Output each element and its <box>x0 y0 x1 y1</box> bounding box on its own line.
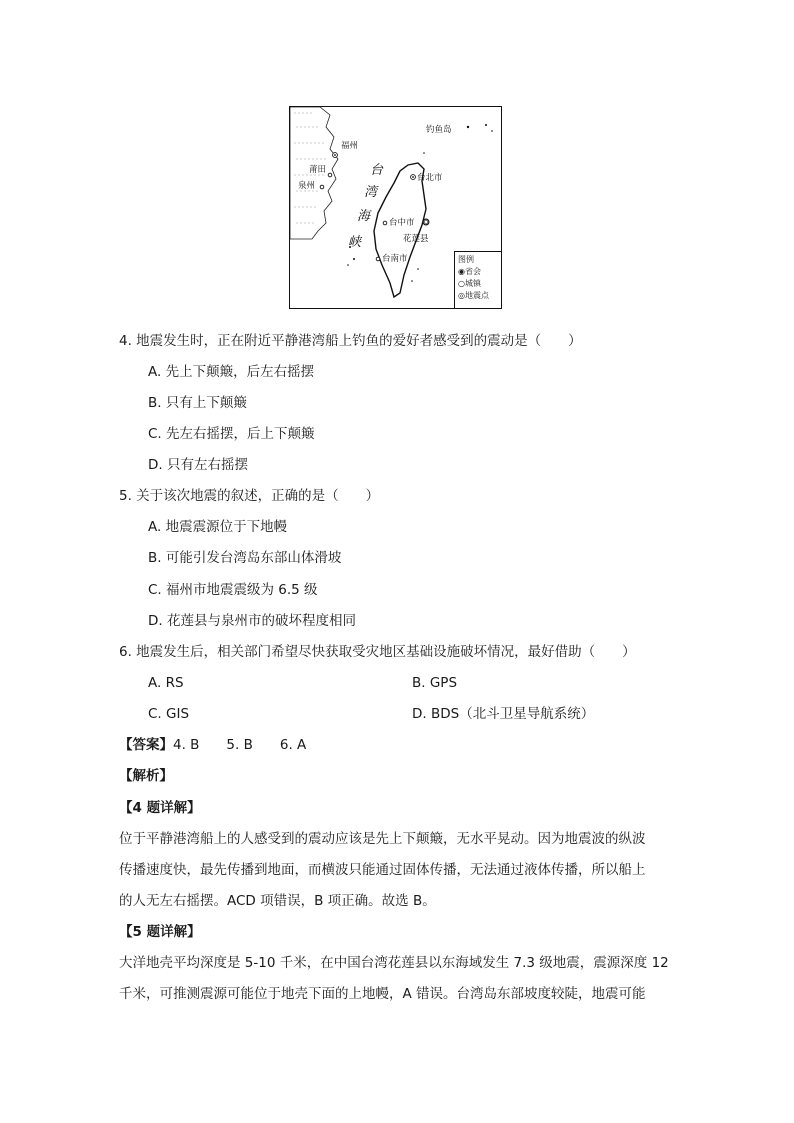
detail-4-line: 位于平静港湾船上的人感受到的震动应该是先上下颠簸，无水平晃动。因为地震波的纵波 <box>119 831 646 847</box>
label-diaoyu: 钓鱼岛 <box>426 125 452 135</box>
q6-option-d: D. BDS（北斗卫星导航系统） <box>412 706 595 722</box>
label-hualian: 花莲县 <box>403 234 429 244</box>
strait-char-1: 台 <box>370 163 384 178</box>
detail-4-line: 传播速度快，最先传播到地面，而横波只能通过固体传播，无法通过液体传播，所以船上 <box>119 862 646 878</box>
island <box>485 124 487 126</box>
legend-item-town: ○城镇 <box>458 279 481 288</box>
island <box>417 268 419 270</box>
answer-row <box>119 735 306 755</box>
label-quanzhou: 泉州 <box>298 181 316 191</box>
putian-marker <box>328 173 332 177</box>
town-symbol-icon: ○ <box>458 279 465 288</box>
tainan-marker <box>376 257 380 261</box>
q6-option-a: A. RS <box>148 675 184 691</box>
question-6-stem: 6. 地震发生后，相关部门希望尽快获取受灾地区基础设施破坏情况，最好借助（ ） <box>119 644 636 660</box>
island <box>491 130 493 132</box>
q4-option-c: C. 先左右摇摆，后上下颠簸 <box>148 426 315 442</box>
strait-char-3: 海 <box>357 209 371 224</box>
q4-option-b: B. 只有上下颠簸 <box>148 395 247 411</box>
question-4-stem: 4. 地震发生时，正在附近平静港湾船上钓鱼的爱好者感受到的震动是（ ） <box>119 333 582 349</box>
detail-5-line: 千米，可推测震源可能位于地壳下面的上地幔，A 错误。台湾岛东部坡度较陡，地震可能 <box>119 986 646 1002</box>
legend-item-quake: ◎地震点 <box>458 291 489 300</box>
island <box>353 258 355 260</box>
label-taibei: 台北市 <box>417 173 443 183</box>
q5-option-d: D. 花莲县与泉州市的破坏程度相同 <box>148 613 356 629</box>
label-putian: 莆田 <box>309 165 327 175</box>
q6-option-b: B. GPS <box>412 675 458 691</box>
map-legend <box>454 251 501 308</box>
q4-option-a: A. 先上下颠簸，后左右摇摆 <box>148 364 315 380</box>
strait-char-4: 峡 <box>348 235 362 250</box>
island <box>467 126 469 128</box>
detail-5-label: 【5 题详解】 <box>119 924 201 940</box>
quake-symbol-icon: ◎ <box>458 291 465 300</box>
q6-option-c: C. GIS <box>148 706 190 722</box>
capital-symbol-icon: ◉ <box>458 267 465 276</box>
legend-title: 图例 <box>458 255 474 264</box>
island <box>347 264 349 266</box>
earthquake-map <box>289 106 502 309</box>
quanzhou-marker <box>320 185 324 189</box>
label-tainan: 台南市 <box>382 254 408 264</box>
q4-option-d: D. 只有左右摇摆 <box>148 457 248 473</box>
detail-4-label: 【4 题详解】 <box>119 800 201 816</box>
q5-option-a: A. 地震震源位于下地幔 <box>148 519 288 535</box>
answer-text: 4. B 5. B 6. A <box>173 737 307 753</box>
legend-item-capital: ◉省会 <box>458 267 481 276</box>
answer-label: 【答案】 <box>119 737 173 753</box>
taiwan-island <box>374 163 426 297</box>
question-5-stem: 5. 关于该次地震的叙述，正确的是（ ） <box>119 488 380 504</box>
label-fuzhou: 福州 <box>341 141 359 151</box>
island <box>411 280 413 282</box>
island <box>423 152 425 154</box>
detail-4-line: 的人无左右摇摆。ACD 项错误，B 项正确。故选 B。 <box>119 893 436 909</box>
q5-option-c: C. 福州市地震震级为 6.5 级 <box>148 582 318 598</box>
q5-option-b: B. 可能引发台湾岛东部山体滑坡 <box>148 550 342 566</box>
analysis-label: 【解析】 <box>119 768 173 784</box>
taizhong-marker <box>383 221 387 225</box>
label-taizhong: 台中市 <box>389 218 415 228</box>
detail-5-line: 大洋地壳平均深度是 5-10 千米，在中国台湾花莲县以东海域发生 7.3 级地震，震源深度 12 <box>119 955 669 971</box>
strait-char-2: 湾 <box>364 185 378 200</box>
